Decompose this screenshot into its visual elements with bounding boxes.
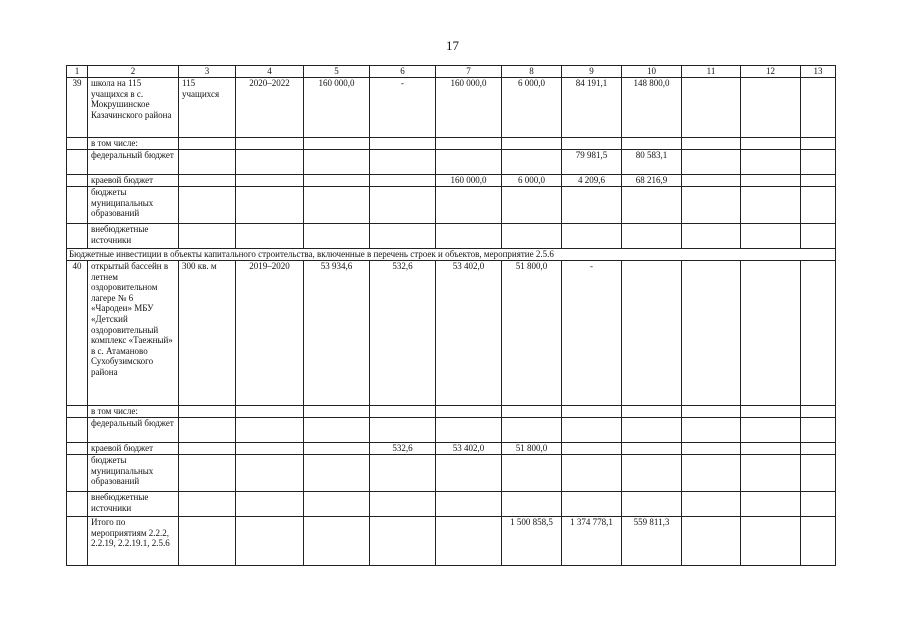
value-cell <box>801 187 836 224</box>
table-row <box>67 224 836 249</box>
value-cell: 79 981,5 <box>562 150 622 175</box>
value-cell <box>436 455 502 492</box>
value-cell <box>370 517 436 566</box>
row-number-cell <box>67 138 88 150</box>
value-cell: 1 374 778,1 <box>562 517 622 566</box>
value-cell <box>179 443 236 455</box>
row-number-cell <box>67 418 88 443</box>
value-cell <box>741 261 801 406</box>
column-header-13: 13 <box>801 66 836 78</box>
value-cell <box>304 418 370 443</box>
row-number-cell <box>67 492 88 517</box>
row-number-cell: 39 <box>67 78 88 138</box>
value-cell <box>502 187 562 224</box>
value-cell <box>236 406 304 418</box>
row-number-cell <box>67 406 88 418</box>
value-cell <box>622 406 682 418</box>
value-cell <box>370 492 436 517</box>
value-cell: 160 000,0 <box>304 78 370 138</box>
value-cell <box>801 224 836 249</box>
table-row <box>67 406 836 418</box>
value-cell <box>370 138 436 150</box>
table-row <box>67 78 836 138</box>
value-cell <box>741 517 801 566</box>
value-cell <box>236 138 304 150</box>
value-cell <box>682 78 741 138</box>
value-cell <box>622 443 682 455</box>
value-cell: - <box>562 261 622 406</box>
value-cell <box>622 418 682 443</box>
value-cell <box>236 517 304 566</box>
description-cell: в том числе: <box>88 406 179 418</box>
value-cell <box>304 138 370 150</box>
value-cell <box>179 150 236 175</box>
column-header-3: 3 <box>179 66 236 78</box>
column-header-5: 5 <box>304 66 370 78</box>
value-cell <box>370 406 436 418</box>
value-cell <box>304 187 370 224</box>
row-number-cell <box>67 187 88 224</box>
value-cell <box>436 138 502 150</box>
value-cell: 6 000,0 <box>502 175 562 187</box>
value-cell <box>236 418 304 443</box>
value-cell <box>304 175 370 187</box>
value-cell <box>622 492 682 517</box>
value-cell <box>741 455 801 492</box>
value-cell <box>502 224 562 249</box>
value-cell <box>370 187 436 224</box>
value-cell <box>682 492 741 517</box>
table-row <box>67 187 836 224</box>
column-header-6: 6 <box>370 66 436 78</box>
value-cell <box>502 150 562 175</box>
value-cell <box>741 224 801 249</box>
column-header-10: 10 <box>622 66 682 78</box>
row-number-cell <box>67 175 88 187</box>
value-cell <box>741 138 801 150</box>
value-cell <box>741 78 801 138</box>
value-cell <box>682 418 741 443</box>
value-cell: 53 402,0 <box>436 443 502 455</box>
value-cell: - <box>370 78 436 138</box>
value-cell <box>370 224 436 249</box>
value-cell <box>179 406 236 418</box>
value-cell <box>682 517 741 566</box>
value-cell <box>436 418 502 443</box>
value-cell <box>741 418 801 443</box>
value-cell: 2020–2022 <box>236 78 304 138</box>
value-cell <box>502 418 562 443</box>
value-cell <box>801 492 836 517</box>
value-cell <box>236 455 304 492</box>
value-cell <box>562 455 622 492</box>
value-cell <box>236 492 304 517</box>
value-cell <box>304 443 370 455</box>
description-cell: бюджеты муниципальных образований <box>88 455 179 492</box>
value-cell: 4 209,6 <box>562 175 622 187</box>
description-cell: внебюджетные источники <box>88 492 179 517</box>
column-header-1: 1 <box>67 66 88 78</box>
value-cell: 532,6 <box>370 261 436 406</box>
value-cell <box>502 138 562 150</box>
description-cell: Итого по мероприятиям 2.2.2, 2.2.19, 2.2.19.1, 2.5.6 <box>88 517 179 566</box>
description-cell: краевой бюджет <box>88 443 179 455</box>
column-header-7: 7 <box>436 66 502 78</box>
value-cell <box>682 150 741 175</box>
table-row <box>67 517 836 566</box>
value-cell <box>179 138 236 150</box>
value-cell <box>304 150 370 175</box>
value-cell <box>179 224 236 249</box>
value-cell <box>436 492 502 517</box>
value-cell <box>562 492 622 517</box>
row-number-cell <box>67 443 88 455</box>
value-cell: 51 800,0 <box>502 261 562 406</box>
value-cell <box>801 443 836 455</box>
value-cell <box>622 261 682 406</box>
value-cell: 300 кв. м <box>179 261 236 406</box>
description-cell: школа на 115 учащихся в с. Мокрушинское Казачинского района <box>88 78 179 138</box>
value-cell <box>741 187 801 224</box>
value-cell <box>179 517 236 566</box>
value-cell <box>682 443 741 455</box>
value-cell <box>801 517 836 566</box>
value-cell <box>436 150 502 175</box>
column-header-12: 12 <box>741 66 801 78</box>
value-cell <box>682 406 741 418</box>
description-cell: федеральный бюджет <box>88 150 179 175</box>
value-cell <box>741 150 801 175</box>
table-row <box>67 418 836 443</box>
value-cell <box>682 261 741 406</box>
value-cell <box>179 418 236 443</box>
value-cell <box>741 175 801 187</box>
value-cell: 2019–2020 <box>236 261 304 406</box>
value-cell: 115 учащихся <box>179 78 236 138</box>
value-cell: 84 191,1 <box>562 78 622 138</box>
table-row <box>67 138 836 150</box>
value-cell <box>622 138 682 150</box>
value-cell <box>304 224 370 249</box>
column-header-2: 2 <box>88 66 179 78</box>
value-cell: 51 800,0 <box>502 443 562 455</box>
value-cell <box>304 406 370 418</box>
value-cell <box>179 187 236 224</box>
value-cell <box>562 138 622 150</box>
description-cell: открытый бассейн в летнем оздоровительном лагере № 6 «Чародеи» МБУ «Детский оздоровительный комплекс «Таежный» в с. Атаманово Сухобузимского района <box>88 261 179 406</box>
value-cell: 532,6 <box>370 443 436 455</box>
table-row <box>67 261 836 406</box>
value-cell <box>682 455 741 492</box>
value-cell <box>236 224 304 249</box>
value-cell <box>179 492 236 517</box>
value-cell: 1 500 858,5 <box>502 517 562 566</box>
section-title: Бюджетные инвестиции в объекты капитального строительства, включенные в перечень строек и объектов, мероприятие 2.5.6 <box>67 249 836 261</box>
value-cell <box>682 175 741 187</box>
value-cell <box>562 187 622 224</box>
column-header-11: 11 <box>682 66 741 78</box>
value-cell <box>236 187 304 224</box>
value-cell <box>562 406 622 418</box>
value-cell <box>682 138 741 150</box>
value-cell: 148 800,0 <box>622 78 682 138</box>
value-cell: 6 000,0 <box>502 78 562 138</box>
description-cell: бюджеты муниципальных образований <box>88 187 179 224</box>
value-cell <box>562 418 622 443</box>
page-number: 17 <box>446 38 459 53</box>
row-number-cell: 40 <box>67 261 88 406</box>
column-header-4: 4 <box>236 66 304 78</box>
value-cell: 559 811,3 <box>622 517 682 566</box>
value-cell <box>562 443 622 455</box>
column-header-8: 8 <box>502 66 562 78</box>
value-cell <box>236 150 304 175</box>
value-cell <box>370 150 436 175</box>
value-cell <box>370 418 436 443</box>
value-cell <box>682 224 741 249</box>
table-header-row <box>67 66 836 78</box>
value-cell <box>502 406 562 418</box>
value-cell <box>236 443 304 455</box>
value-cell <box>801 261 836 406</box>
value-cell <box>370 455 436 492</box>
value-cell <box>502 492 562 517</box>
value-cell <box>436 224 502 249</box>
value-cell <box>304 492 370 517</box>
value-cell: 53 402,0 <box>436 261 502 406</box>
value-cell <box>622 455 682 492</box>
value-cell <box>801 138 836 150</box>
value-cell <box>236 175 304 187</box>
value-cell <box>622 224 682 249</box>
column-header-9: 9 <box>562 66 622 78</box>
description-cell: федеральный бюджет <box>88 418 179 443</box>
value-cell: 80 583,1 <box>622 150 682 175</box>
value-cell <box>801 406 836 418</box>
value-cell <box>436 187 502 224</box>
value-cell <box>682 187 741 224</box>
value-cell <box>502 455 562 492</box>
value-cell <box>801 150 836 175</box>
budget-table <box>66 65 836 566</box>
row-number-cell <box>67 517 88 566</box>
table-row <box>67 455 836 492</box>
row-number-cell <box>67 224 88 249</box>
value-cell <box>801 78 836 138</box>
value-cell <box>370 175 436 187</box>
table-row <box>67 492 836 517</box>
value-cell <box>622 187 682 224</box>
value-cell <box>179 455 236 492</box>
value-cell <box>304 455 370 492</box>
value-cell <box>801 418 836 443</box>
row-number-cell <box>67 455 88 492</box>
value-cell <box>179 175 236 187</box>
value-cell <box>741 443 801 455</box>
value-cell: 160 000,0 <box>436 175 502 187</box>
description-cell: краевой бюджет <box>88 175 179 187</box>
value-cell <box>436 517 502 566</box>
value-cell: 160 000,0 <box>436 78 502 138</box>
section-row <box>67 249 836 261</box>
description-cell: внебюджетные источники <box>88 224 179 249</box>
value-cell <box>801 175 836 187</box>
value-cell <box>801 455 836 492</box>
value-cell <box>436 406 502 418</box>
row-number-cell <box>67 150 88 175</box>
value-cell: 53 934,6 <box>304 261 370 406</box>
table-row <box>67 150 836 175</box>
value-cell <box>304 517 370 566</box>
value-cell <box>741 406 801 418</box>
description-cell: в том числе: <box>88 138 179 150</box>
value-cell <box>741 492 801 517</box>
value-cell: 68 216,9 <box>622 175 682 187</box>
table-row <box>67 175 836 187</box>
value-cell <box>562 224 622 249</box>
table-row <box>67 443 836 455</box>
